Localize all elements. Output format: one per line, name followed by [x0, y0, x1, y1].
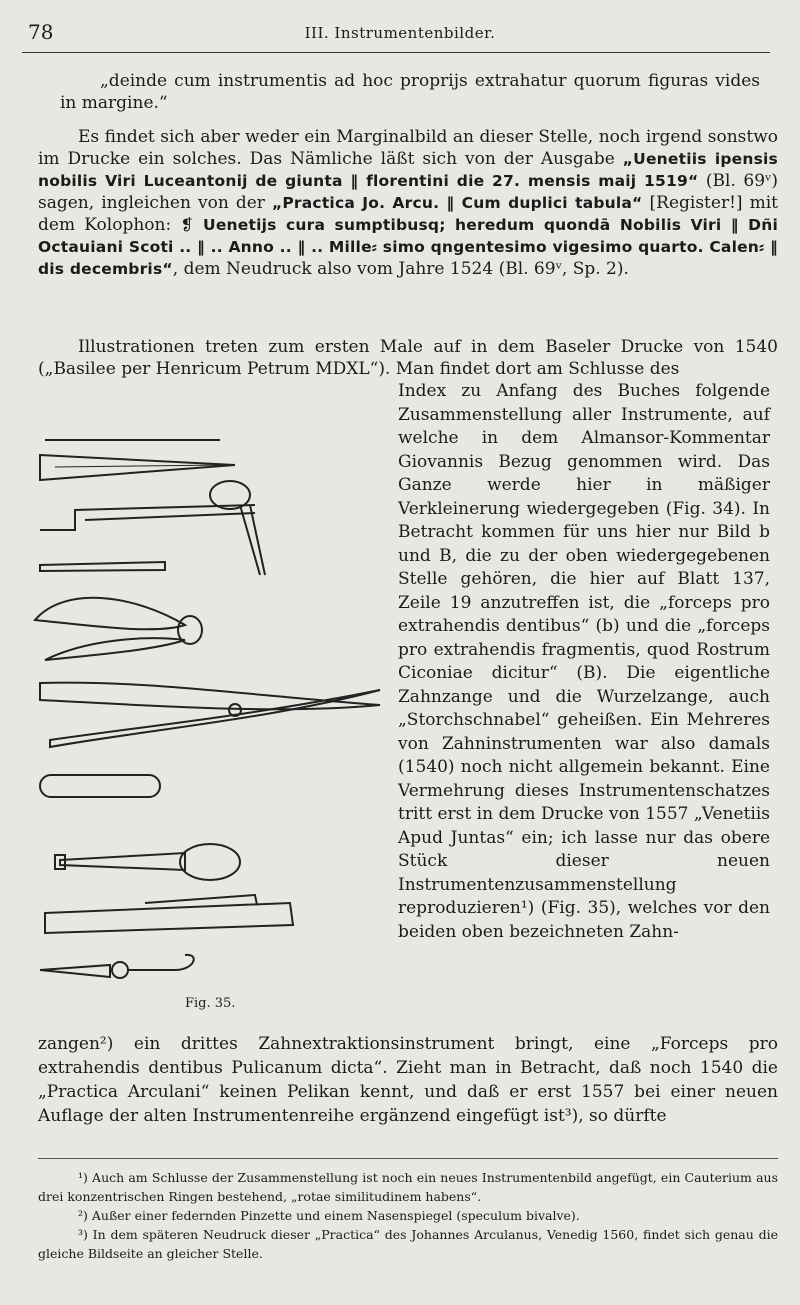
paragraph-1	[38, 126, 778, 280]
footnote-2: ²) Außer einer federnden Pinzette und einem Nasenspiegel (speculum bivalve).	[78, 1208, 580, 1223]
forceps-B-storchschnabel	[40, 683, 380, 710]
footnote-1: ¹) Auch am Schlusse der Zusammenstellung ist noch ein neues Instrumentenbild angefügt, ein Cauterium aus drei konzentrischen Ringen bestehend, „rotae similitudinem habens“.	[38, 1170, 778, 1204]
running-title: III. Instrumentenbilder.	[304, 24, 496, 42]
paragraph-2-continued: zangen²) ein drittes Zahnextraktionsinstrument bringt, eine „Forceps pro extrahendis dentibus Pulicanum dicta“. Zieht man in Betracht, daß noch 1540 die „Practica Arculani“ keinen Pelikan kennt, und daß er erst 1557 bei einer neuen Auflage der alten Instrumentenreihe ergänzend eingefügt ist³), so dürfte	[38, 1034, 778, 1126]
p1-blackletter-3: ❡ Uenetijs cura sumptibusq; heredum quondā Nobilis Viri ‖ Dñi Octauiani Scoti .. ‖ .. Anno .. ‖ .. Mille⸗ simo qngentesimo vigesimo quarto. Calen⸗ ‖ dis decembris“	[38, 216, 778, 278]
p1-part-c: [Register!] mit dem Kolophon:	[38, 193, 779, 235]
paragraph-2-start	[38, 336, 778, 380]
chisel-instrument	[45, 903, 293, 933]
page-number: 78	[28, 20, 54, 44]
p1-part-d: , dem Neudruck also vom Jahre 1524 (Bl. 69ᵛ, Sp. 2).	[172, 259, 629, 279]
forceps-b	[35, 598, 185, 629]
rod-instrument	[40, 562, 165, 571]
header-rule	[22, 52, 770, 53]
cautery-instrument	[40, 965, 110, 977]
p1-blackletter-2: „Practica Jo. Arcu. ‖ Cum duplici tabula“	[271, 194, 643, 212]
quote-text: „deinde cum instrumentis ad hoc proprijs extrahatur quorum figuras vides in margine.“	[60, 71, 760, 113]
spatula-instrument	[40, 455, 235, 480]
footnote-rule	[38, 1158, 778, 1159]
paragraph-2-narrow-column: Index zu Anfang des Buches folgende Zusammenstellung aller Instrumente, auf welche in dem Almansor-Kommentar Giovannis Bezug genommen wird. Das Ganze werde hier in mäßiger Verkleinerung wiedergegeben (Fig. 34). In Betracht kommen für uns hier nur Bild b und B, die zu der oben wiedergegebenen Stelle gehören, die hier auf Blatt 137, Zeile 19 anzutreffen ist, die „forceps pro extrahendis dentibus“ (b) und die „forceps pro extrahendis fragmentis, quod Rostrum Ciconiae dicitur“ (B). Die eigentliche Zahnzange und die Wurzelzange, auch „Storchschnabel“ geheißen. Ein Mehreres von Zahninstrumenten war also damals (1540) noch nicht allgemein bekannt. Eine Vermehrung dieses Instrumentenschatzes tritt erst in dem Drucke von 1557 „Venetiis Apud Juntas“ ein; ich lasse nur das obere Stück dieser neuen Instrumentenzusammenstellung reproduzieren¹) (Fig. 35), welches vor den beiden oben bezeichneten Zahn-	[398, 381, 770, 942]
footnotes	[38, 1168, 778, 1263]
p1-part-b: (Bl. 69ᵛ) sagen, ingleichen von der	[38, 171, 778, 213]
paragraph-1-text	[38, 126, 778, 280]
cylinder-instrument	[40, 775, 160, 797]
footnote-3: ³) In dem späteren Neudruck dieser „Practica“ des Johannes Arculanus, Venedig 1560, findet sich genau die gleiche Bildseite an gleicher Stelle.	[38, 1227, 778, 1261]
p1-blackletter-1: „Uenetiis ipensis nobilis Viri Luceantonij de giunta ‖ florentini die 27. mensis maij 1519“	[38, 150, 778, 190]
figure-35-instruments	[25, 425, 385, 1025]
figure-caption: Fig. 35.	[185, 996, 236, 1011]
paragraph-2-text: Illustrationen treten zum ersten Male auf in dem Baseler Drucke von 1540 („Basilee per Henricum Petrum MDXL“). Man findet dort am Schlusse des	[38, 337, 778, 379]
p1-part-a: Es findet sich aber weder ein Marginalbild an dieser Stelle, noch irgend sonstwo im Drucke ein solches. Das Nämliche läßt sich von der Ausgabe	[38, 127, 778, 169]
latin-quote	[60, 70, 760, 114]
spoon-instrument	[60, 853, 185, 870]
